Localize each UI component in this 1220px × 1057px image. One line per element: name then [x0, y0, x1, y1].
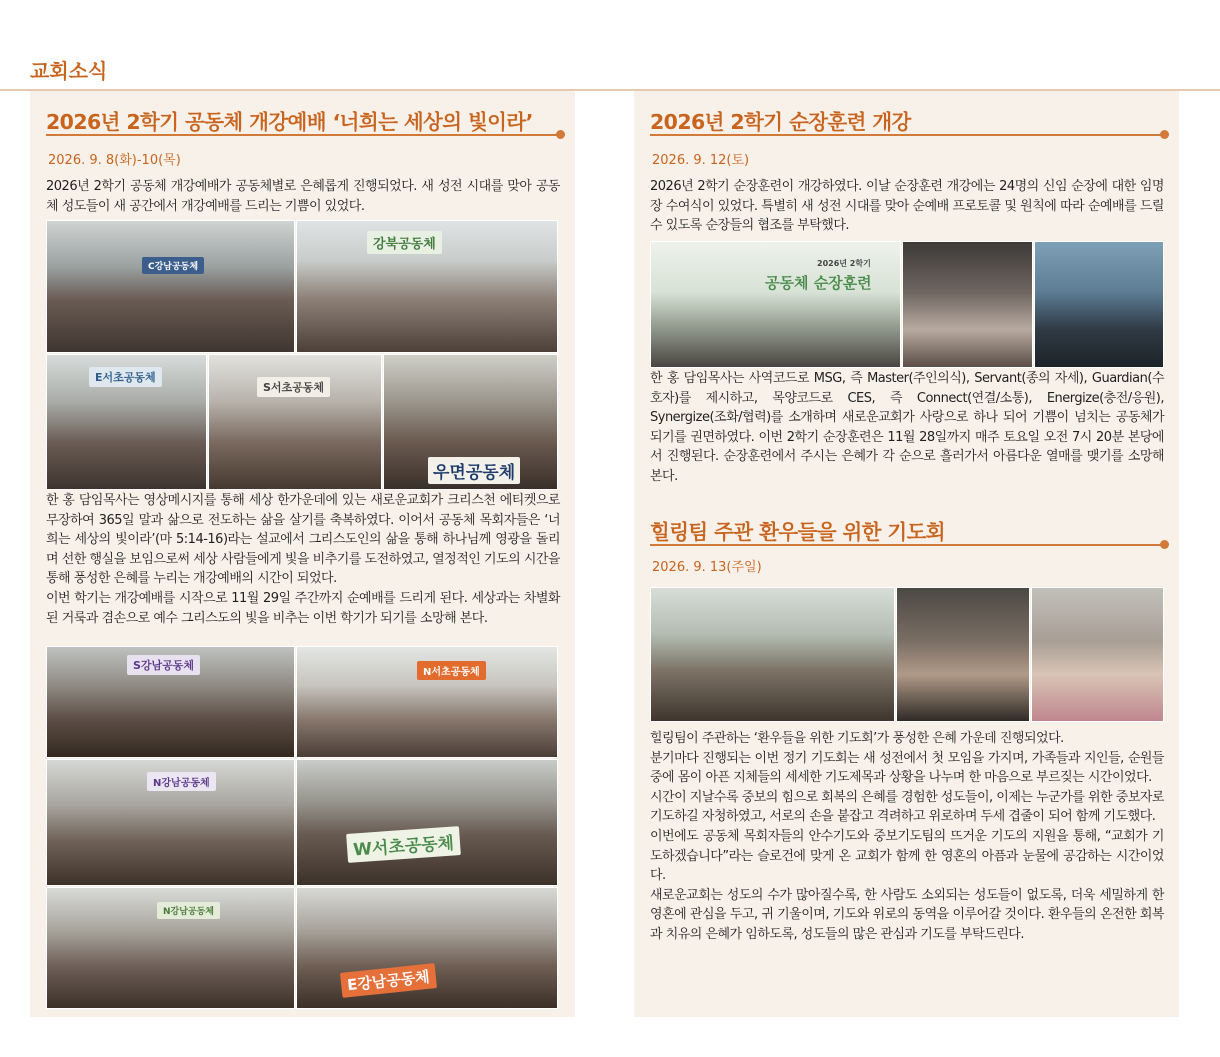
article-3-paragraph: 이번에도 공동체 목회자들의 안수기도와 중보기도팀의 뜨거운 기도의 지원을 통해, “교회가 기도하겠습니다”라는 슬로건에 맞게 온 교회가 함께 한 영혼의 아픔과 눈물에 공감하는 시간이었다. [650, 828, 1164, 884]
photo-banner: S서초공동체 [257, 377, 330, 397]
event-photo [46, 220, 295, 353]
article-2-title: 2026년 2학기 순장훈련 개강 [650, 110, 911, 134]
event-photo [650, 587, 895, 722]
article-3-title: 힐링팀 주관 환우들을 위한 기도회 [650, 520, 945, 544]
photo-banner: N강남공동체 [147, 772, 216, 791]
article-1-paragraph: 이번 학기는 개강예배를 시작으로 11월 29일 주간까지 순예배를 드리게 된다. 세상과는 차별화된 거룩과 겸손으로 예수 그리스도의 빛을 비추는 이번 학기가 되기를 소망해 본다. [46, 590, 560, 626]
event-photo [46, 759, 295, 886]
article-2-paragraph: 한 홍 담임목사는 사역코드로 MSG, 즉 Master(주인의식), Servant(종의 자세), Guardian(수호자)를 제시하고, 목양코드로 CES, 즉 Connect(연결/소통), Energize(충전/응원), Synergize(조화/협력)를 소개하며 새로운교회가 사랑으로 하나 되어 기쁨이 넘치는 공동체가 되기를 권면하였다. 이번 2학기 순장훈련은 11월 28일까지 매주 토요일 오전 7시 20분 본당에서 진행된다. 순장훈련에서 주시는 은혜가 각 순으로 흘러가서 아름다운 열매를 맺기를 소망해 본다. [650, 371, 1164, 484]
article-3-paragraph: 시간이 지날수록 중보의 힘으로 회복의 은혜를 경험한 성도들이, 이제는 누군가를 위한 중보자로 기도하길 자청하였고, 서로의 손을 붙잡고 격려하고 위로하며 두세 겹줄이 되어 함께 기도했다. [650, 789, 1164, 825]
article-1-intro-text: 2026년 2학기 공동체 개강예배가 공동체별로 은혜롭게 진행되었다. 새 성전 시대를 맞아 공동체 성도들이 새 공간에서 개강예배를 드리는 기쁨이 있었다. [46, 179, 560, 214]
article-1-title-dot [556, 130, 565, 139]
article-3-title-dot [1160, 540, 1169, 549]
article-3-paragraph: 새로운교회는 성도의 수가 많아질수록, 한 사람도 소외되는 성도들이 없도록, 더욱 세밀하게 한 영혼에 관심을 두고, 귀 기울이며, 기도와 위로의 동역을 이루어갈 것이다. 환우들의 온전한 회복과 치유의 은혜가 임하도록, 성도들의 많은 관심과 기도를 부탁드린다. [650, 887, 1164, 942]
photo-banner: C강남공동체 [142, 257, 204, 274]
article-1-title: 2026년 2학기 공동체 개강예배 ‘너희는 세상의 빛이라’ [46, 110, 533, 134]
event-photo [46, 646, 295, 758]
article-3-paragraph: 분기마다 진행되는 이번 정기 기도회는 새 성전에서 첫 모임을 가지며, 가족들과 지인들, 순원들 중에 몸이 아픈 지체들의 세세한 기도제목과 상황을 나누며 한 마음으로 부르짖는 시간이었다. [650, 750, 1164, 786]
event-photo [296, 759, 558, 886]
event-photo [296, 887, 558, 1009]
article-1-date: 2026. 9. 8(화)-10(목) [48, 153, 181, 168]
event-photo [208, 354, 382, 490]
article-1-paragraph: 한 홍 담임목사는 영상메시지를 통해 세상 한가운데에 있는 새로운교회가 크리스천 에티켓으로 무장하여 365일 말과 삶으로 전도하는 삶을 살기를 축복하였다. 이어서 공동체 목회자들은 ‘너희는 세상의 빛이라’(마 5:14-16)라는 설교에서 그리스도인의 삶을 통해 하나님께 영광을 돌리며 선한 행실을 보임으로써 세상 사람들에게 빛을 비추기를 도전하였고, 열정적인 기도의 시간을 통해 풍성한 은혜를 누리는 개강예배의 시간이 되었다. [46, 493, 560, 587]
article-2-title-rule [650, 134, 1164, 136]
article-3-paragraph: 힐링팀이 주관하는 ‘환우들을 위한 기도회’가 풍성한 은혜 가운데 진행되었다. [650, 731, 1064, 746]
photo-banner: 우면공동체 [428, 457, 520, 484]
photo-banner: W서초공동체 [346, 826, 461, 863]
photo-banner: 강북공동체 [367, 231, 442, 254]
section-header: 교회소식 [30, 59, 108, 83]
article-3-title-rule [650, 544, 1164, 546]
event-photo [1034, 241, 1164, 368]
event-photo [1031, 587, 1164, 722]
event-photo [296, 220, 558, 353]
article-2-body [650, 369, 1164, 487]
article-3-body [650, 729, 1164, 945]
article-1-intro [46, 177, 560, 216]
event-photo [383, 354, 558, 490]
photo-banner: E강남공동체 [340, 963, 437, 998]
article-2-date: 2026. 9. 12(토) [652, 153, 750, 168]
photo-banner: 공동체 순장훈련 [765, 274, 872, 292]
event-photo [46, 887, 295, 1009]
photo-banner: E서초공동체 [89, 367, 162, 387]
event-photo [650, 241, 901, 368]
article-1-body [46, 491, 560, 628]
article-2-intro-text: 2026년 2학기 순장훈련이 개강하였다. 이날 순장훈련 개강에는 24명의 신임 순장에 대한 임명장 수여식이 있었다. 특별히 새 성전 시대를 맞아 순예배 프로토콜 및 원칙에 따라 순예배를 드릴 수 있도록 순장들의 협조를 부탁했다. [650, 179, 1164, 234]
photo-banner-small: 2026년 2학기 [817, 259, 871, 268]
article-2-title-dot [1160, 130, 1169, 139]
article-3-date: 2026. 9. 13(주일) [652, 560, 762, 575]
right-page [634, 91, 1179, 1017]
article-1-title-rule [46, 134, 560, 136]
event-photo [896, 587, 1030, 722]
photo-banner: N서초공동체 [417, 661, 486, 680]
event-photo [296, 646, 558, 758]
photo-banner: N강남공동체 [157, 902, 220, 919]
photo-banner: S강남공동체 [127, 655, 200, 675]
article-2-intro [650, 177, 1164, 236]
event-photo [46, 354, 207, 490]
event-photo [902, 241, 1033, 368]
left-page [30, 91, 575, 1017]
